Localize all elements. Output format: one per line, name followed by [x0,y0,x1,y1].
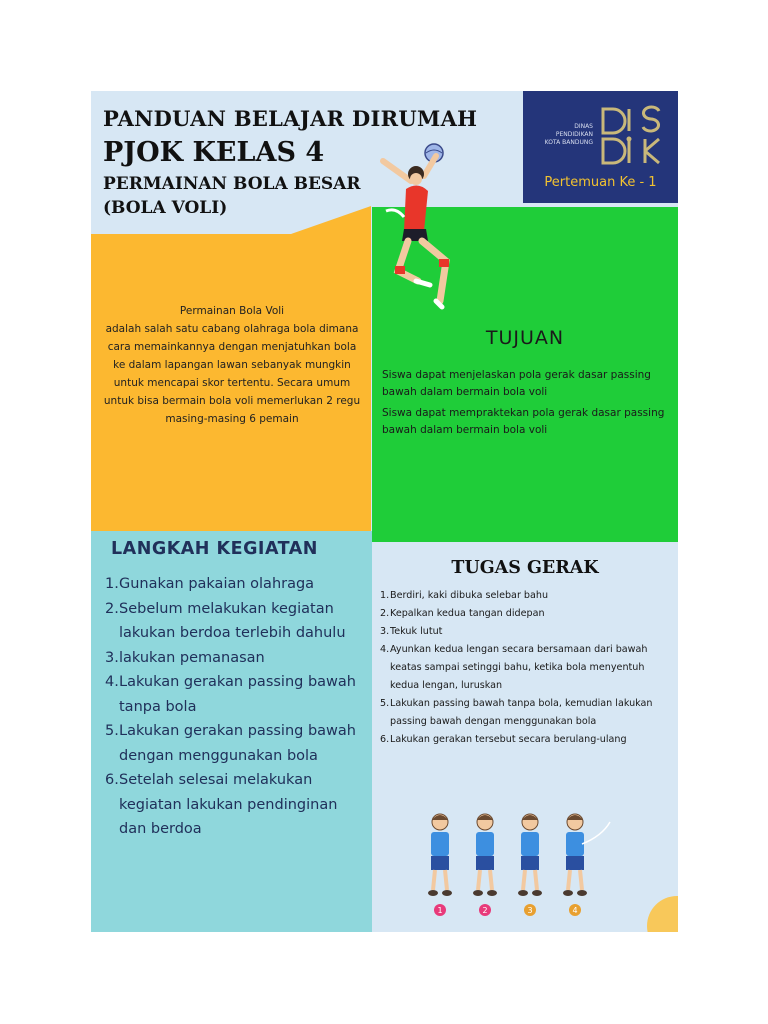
dinas-line-1: DINAS [574,123,593,130]
tujuan-list [382,367,672,443]
dinas-name [541,123,593,147]
step-number: 3 [527,906,533,915]
list-item [105,646,367,671]
step-number: 2 [482,906,488,915]
list-item [380,731,676,749]
item-text: Lakukan gerakan passing bawah dengan menggunakan bola [119,723,356,764]
item-text: Sebelum melakukan kegiatan lakukan berdoa terlebih dahulu [119,600,346,641]
tujuan-item: Siswa dapat mempraktekan pola gerak dasar passing bawah dalam bermain bola voli [382,407,665,436]
list-item [105,719,367,768]
list-item [380,623,676,641]
item-number: 6. [380,734,390,745]
passing-steps-illustration [422,812,652,927]
item-number: 1. [380,590,390,601]
item-number: 4. [105,674,119,690]
list-item [380,587,676,605]
item-text: Lakukan gerakan passing bawah tanpa bola [119,674,356,715]
langkah-title: LANGKAH KEGIATAN [111,539,318,559]
list-item [105,597,367,646]
title-line-1: PANDUAN BELAJAR DIRUMAH [103,106,478,131]
item-text: Tekuk lutut [390,626,443,637]
title-line-3-text: PERMAINAN BOLA BESAR [103,174,361,194]
volleyball-player-illustration [376,141,486,311]
item-number: 1. [105,576,119,592]
dinas-badge [523,91,678,203]
dinas-line-3: KOTA BANDUNG [544,139,593,146]
tujuan-item: Siswa dapat menjelaskan pola gerak dasar passing bawah dalam bermain bola voli [382,369,651,398]
intro-heading: Permainan Bola Voli [179,305,285,317]
item-number: 2. [380,608,390,619]
title-line-2: PJOK KELAS 4 [103,137,325,168]
langkah-panel [91,531,372,932]
item-text: Kepalkan kedua tangan didepan [390,608,545,619]
list-item [380,605,676,623]
item-text: Ayunkan kedua lengan secara bersamaan dari bawah keatas sampai setinggi bahu, ketika bola menyentuh kedua lengan, luruskan [390,644,648,691]
list-item [380,641,676,695]
list-item [105,768,367,842]
pertemuan-label: Pertemuan Ke - 1 [544,175,657,190]
list-item [105,670,367,719]
item-number: 5. [380,698,390,709]
item-number: 4. [380,644,390,655]
tugas-panel [372,542,678,932]
item-text: Berdiri, kaki dibuka selebar bahu [390,590,549,601]
langkah-list [105,572,367,842]
dinas-line-2: PENDIDIKAN [555,131,593,138]
item-number: 2. [105,600,119,617]
intro-panel [91,234,371,531]
item-text: Lakukan passing bawah tanpa bola, kemudian lakukan passing bawah dengan menggunakan bola [390,698,653,727]
intro-body: adalah salah satu cabang olahraga bola dimana cara memainkannya dengan menjatuhkan bola ke dalam lapangan lawan sebanyak mungkin untuk mencapai skor tertentu. Secara umum untuk bisa bermain bola voli memerlukan 2 regu masing-masing 6 pemain [103,323,361,425]
disdik-logo-icon [599,105,669,167]
item-number: 3. [105,649,119,666]
item-number: 6. [105,772,119,788]
item-text: lakukan pemanasan [119,649,265,666]
intro-text [101,302,363,428]
item-number: 3. [380,626,390,637]
poster [91,91,678,932]
item-text: Setelah selesai melakukan kegiatan lakukan pendinginan dan berdoa [119,772,338,837]
item-text: Lakukan gerakan tersebut secara berulang-ulang [390,734,627,745]
step-number: 4 [572,906,578,915]
tujuan-title: TUJUAN [485,327,565,349]
title-line-4-text: (BOLA VOLI) [103,198,228,218]
step-number: 1 [437,906,443,915]
tugas-title: TUGAS GERAK [451,558,599,578]
list-item [380,695,676,731]
list-item [105,572,367,597]
step-figure [428,814,452,896]
item-text: Gunakan pakaian olahraga [119,576,315,592]
item-number: 5. [105,723,119,739]
tugas-list [380,587,676,749]
